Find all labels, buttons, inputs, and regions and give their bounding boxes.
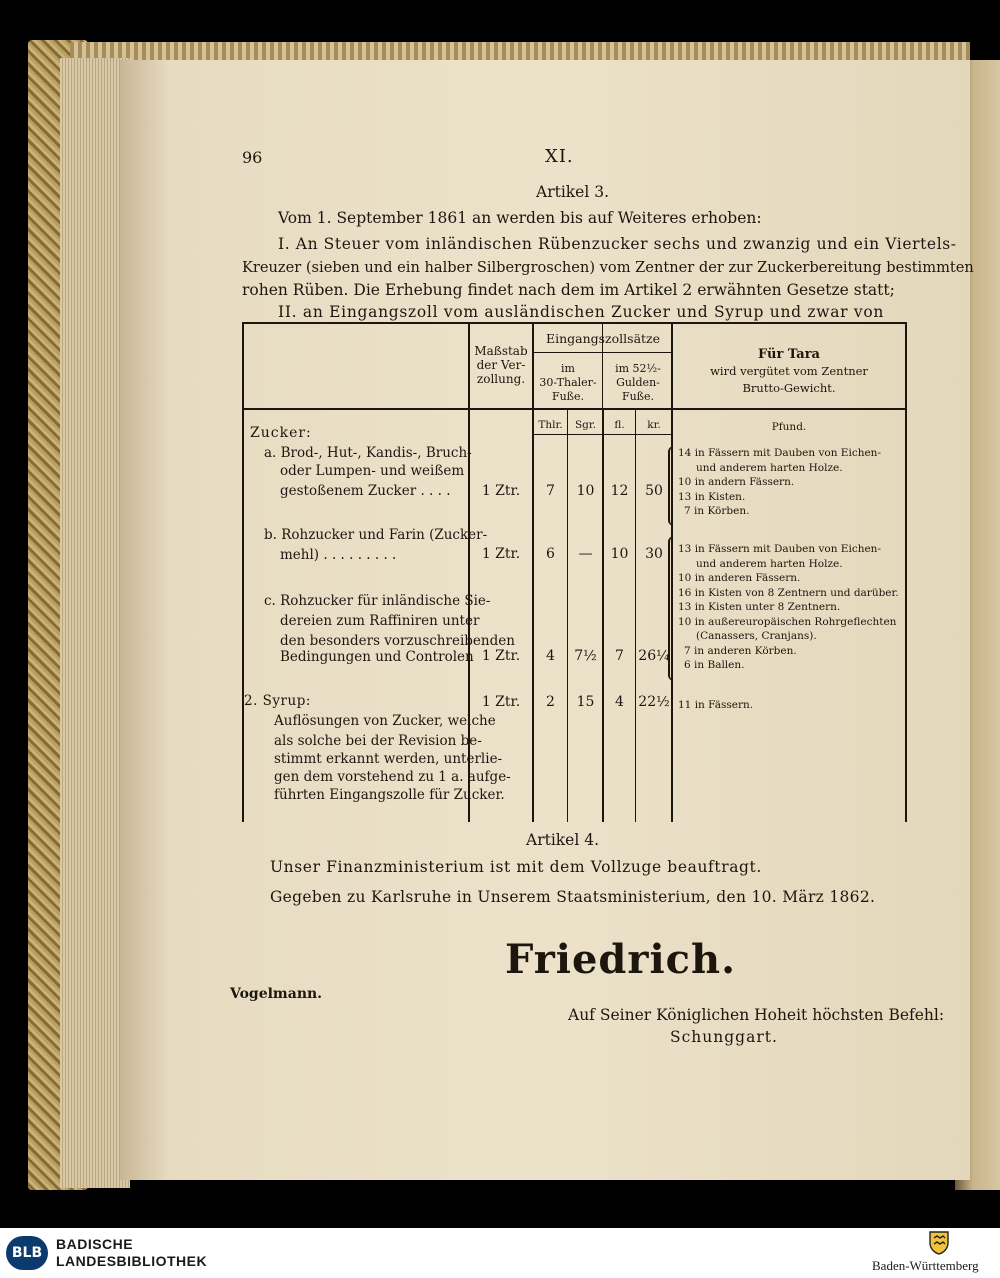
- row-a-desc1: a. Brod-, Hut-, Kandis-, Bruch-: [264, 445, 472, 461]
- row-b-massstab: 1 Ztr.: [481, 546, 521, 562]
- secretary: Schunggart.: [670, 1028, 778, 1046]
- row-syrup-kr: 22½: [638, 694, 670, 710]
- row-a-thlr: 7: [546, 483, 555, 499]
- header-tara-l3: Brutto-Gewicht.: [742, 381, 836, 395]
- row-b-fl: 10: [610, 546, 629, 562]
- row-a-desc2: oder Lumpen- und weißem: [280, 463, 465, 479]
- signature: Friedrich.: [505, 936, 737, 983]
- table-left-border: [242, 322, 244, 822]
- row-c-thlr: 4: [546, 648, 555, 664]
- row-syrup-sgr: 15: [576, 694, 595, 710]
- header-gulden-l1: im 52½-: [615, 362, 661, 375]
- row-b-tara-2: und anderem harten Holze.: [696, 557, 843, 570]
- footer-bar: [0, 1228, 1000, 1278]
- row-c-desc2: dereien zum Raffiniren unter: [280, 613, 480, 629]
- row-syrup-desc1: 2. Syrup:: [244, 693, 311, 709]
- header-thaler-l1: im: [561, 362, 575, 375]
- header-eingangszoll: Eingangszollsätze: [545, 331, 661, 346]
- units-underline: [532, 434, 672, 435]
- intro-line: Vom 1. September 1861 an werden bis auf Weiteres erhoben:: [278, 209, 762, 227]
- row-syrup-fl: 4: [615, 694, 624, 710]
- header-gulden: [604, 362, 672, 404]
- row-syrup-tara-1: 11 in Fässern.: [678, 699, 754, 711]
- row-b-sgr: —: [578, 546, 593, 562]
- library-name[interactable]: [56, 1236, 207, 1270]
- order-line: Auf Seiner Königlichen Hoheit höchsten Befehl:: [568, 1006, 945, 1024]
- row-c-desc1: c. Rohzucker für inländische Sie-: [264, 593, 491, 609]
- item1-line2: Kreuzer (sieben und ein halber Silbergroschen) vom Zentner der zur Zuckerbereitung bestimmten: [242, 259, 974, 276]
- row-b-tara-3: 10 in anderen Fässern.: [678, 572, 801, 584]
- item1-line1: I. An Steuer vom inländischen Rübenzucker sechs und zwanzig und ein Viertels-: [278, 235, 957, 253]
- row-b-thlr: 6: [546, 546, 555, 562]
- row-a-tara-2: und anderem harten Holze.: [696, 461, 843, 474]
- row-b-kr: 30: [645, 546, 663, 562]
- header-tara-l2: wird vergütet vom Zentner: [710, 364, 868, 378]
- row-syrup-massstab: 1 Ztr.: [481, 694, 521, 710]
- header-tara-l1: Für Tara: [758, 347, 820, 362]
- header-massstab-l1: Maßstab: [474, 344, 528, 358]
- zoll-sub-divider: [532, 352, 672, 353]
- header-massstab-l3: zollung.: [476, 372, 526, 386]
- row-syrup-desc6: führten Eingangszolle für Zucker.: [274, 787, 505, 803]
- row-b-tara-7: (Canassers, Cranjans).: [696, 630, 817, 642]
- row-a-brace: [668, 446, 676, 526]
- col-thlr-sgr: [567, 410, 568, 822]
- blb-logo[interactable]: BLB: [6, 1236, 48, 1270]
- row-c-desc3: den besonders vorzuschreibenden: [280, 633, 515, 649]
- col-fl-kr: [635, 410, 636, 822]
- row-b-tara-6: 10 in außereuropäischen Rohrgeflechten: [678, 615, 897, 628]
- row-b-desc2: mehl) . . . . . . . . .: [280, 547, 397, 563]
- row-c-desc4: Bedingungen und Controlen: [280, 649, 474, 665]
- article4-heading: Artikel 4.: [526, 831, 600, 849]
- row-b-tara: [678, 542, 899, 673]
- row-a-tara-1: 14 in Fässern mit Dauben von Eichen-: [678, 447, 881, 459]
- row-c-massstab: 1 Ztr.: [481, 648, 521, 664]
- table-right-border: [905, 322, 907, 822]
- row-a-fl: 12: [610, 483, 629, 499]
- row-c-kr: 26¼: [638, 648, 670, 664]
- row-a-tara-5: 7 in Körben.: [684, 505, 750, 517]
- header-thaler-l2: 30-Thaler-: [539, 376, 597, 389]
- header-massstab: [470, 344, 532, 386]
- row-a-sgr: 10: [576, 483, 595, 499]
- tariff-table: [242, 322, 907, 822]
- library-name-line2: LANDESBIBLIOTHEK: [56, 1253, 208, 1269]
- article4-text: Unser Finanzministerium ist mit dem Vollzuge beauftragt.: [270, 858, 762, 876]
- header-thaler: [534, 362, 602, 404]
- header-tara: [674, 346, 904, 397]
- library-name-line1: BADISCHE: [56, 1236, 134, 1252]
- countersign: Vogelmann.: [230, 986, 323, 1002]
- row-syrup-thlr: 2: [546, 694, 555, 710]
- header-gulden-l3: Fuße.: [621, 390, 655, 403]
- row-b-tara-5: 13 in Kisten unter 8 Zentnern.: [678, 601, 841, 613]
- col-sgr-fl: [602, 410, 604, 822]
- row-syrup-desc5: gen dem vorstehend zu 1 a. aufge-: [274, 769, 511, 785]
- header-thaler-l3: Fuße.: [551, 390, 585, 403]
- row-syrup-desc2: Auflösungen von Zucker, welche: [274, 713, 496, 729]
- row-b-tara-1: 13 in Fässern mit Dauben von Eichen-: [678, 543, 881, 555]
- coat-of-arms-icon: [928, 1229, 950, 1255]
- row-syrup-tara: [678, 698, 753, 713]
- header-gulden-l2: Gulden-: [616, 376, 660, 389]
- row-b-tara-4: 16 in Kisten von 8 Zentnern und darüber.: [678, 586, 899, 599]
- row-b-tara-9: 6 in Ballen.: [684, 659, 745, 671]
- unit-pfund: Pfund.: [771, 421, 807, 433]
- row-syrup-desc3: als solche bei der Revision be-: [274, 733, 482, 749]
- zucker-label: Zucker:: [250, 425, 312, 441]
- row-syrup-desc4: stimmt erkannt werden, unterlie-: [274, 751, 503, 767]
- item2-line: II. an Eingangszoll vom ausländischen Zucker und Syrup und zwar von: [278, 303, 885, 321]
- unit-fl: fl.: [614, 419, 625, 431]
- row-b-tara-8: 7 in anderen Körben.: [684, 644, 797, 657]
- article3-heading: Artikel 3.: [536, 183, 610, 201]
- given-line: Gegeben zu Karlsruhe in Unserem Staatsministerium, den 10. März 1862.: [270, 888, 876, 906]
- row-c-fl: 7: [615, 648, 624, 664]
- row-c-sgr: 7½: [574, 648, 597, 664]
- row-a-tara-4: 13 in Kisten.: [678, 490, 746, 503]
- row-a-desc3: gestoßenem Zucker . . . .: [280, 483, 451, 499]
- row-a-tara-3: 10 in andern Fässern.: [678, 476, 795, 488]
- header-divider: [242, 408, 907, 410]
- unit-sgr: Sgr.: [574, 419, 597, 431]
- state-name: Baden-Württemberg: [872, 1258, 979, 1273]
- item1-line3: rohen Rüben. Die Erhebung findet nach dem im Artikel 2 erwähnten Gesetze statt;: [242, 281, 895, 299]
- unit-thlr: Thlr.: [538, 419, 563, 431]
- row-a-tara: [678, 446, 881, 519]
- unit-kr: kr.: [647, 419, 661, 431]
- page-number: 96: [242, 148, 263, 167]
- table-top-border: [242, 322, 907, 324]
- row-a-massstab: 1 Ztr.: [481, 483, 521, 499]
- section-number: XI.: [545, 146, 574, 167]
- row-a-kr: 50: [645, 483, 663, 499]
- row-b-desc1: b. Rohzucker und Farin (Zucker-: [264, 527, 488, 543]
- header-massstab-l2: der Ver-: [476, 358, 526, 372]
